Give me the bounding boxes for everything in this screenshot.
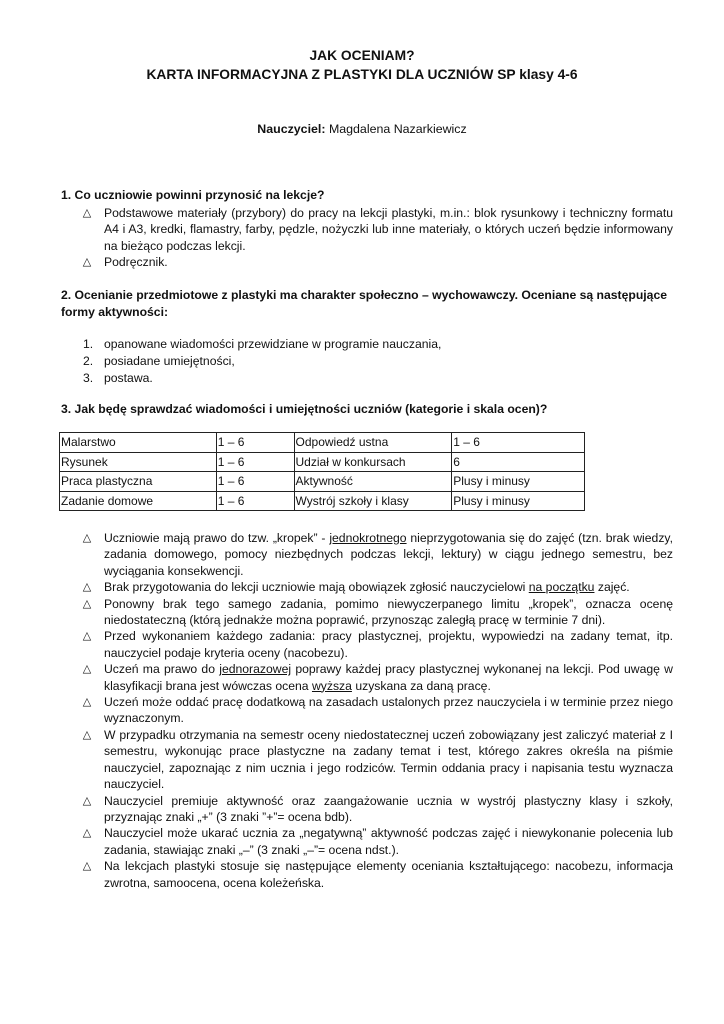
hollow-triangle-icon: △: [82, 794, 92, 807]
list-item: △ Nauczyciel premiuje aktywność oraz zaangażowanie ucznia w wystrój plastyczny klasy i szkoły, przyznając znaki „+” (3 znaki ”+”= ocena bdb).: [80, 793, 673, 826]
hollow-triangle-icon: △: [82, 256, 92, 269]
table-cell: 1 – 6: [216, 491, 294, 511]
teacher-name: Magdalena Nazarkiewicz: [328, 122, 467, 136]
list-item: 1. opanowane wiadomości przewidziane w programie nauczania,: [83, 337, 442, 351]
table-cell: 6: [452, 452, 585, 472]
table-cell: 1 – 6: [216, 472, 294, 492]
list-item: △ Podstawowe materiały (przybory) do pracy na lekcji plastyki, m.in.: blok rysunkowy i techniczny formatu A4 i A3, kredki, flamastry, farby, pędzle, nożyczki lub inne materiały, o których uczeń będzie informowany na bieżąco podczas lekcji.: [80, 205, 673, 254]
document-title: JAK OCENIAM?: [309, 48, 415, 63]
list-item: △ Ponowny brak tego samego zadania, pomimo niewyczerpanego limitu „kropek”, oznacza ocenę niedostateczną (którą jednakże można poprawić, przynosząc zaległą pracę w terminie 7 dni).: [80, 596, 673, 629]
list-item: △ Brak przygotowania do lekcji uczniowie mają obowiązek zgłosić nauczycielowi na początku zajęć.: [80, 579, 673, 595]
list-item: △ Przed wykonaniem każdego zadania: pracy plastycznej, projektu, wypowiedzi na zadany temat, itp. nauczyciel podaje kryteria oceny (nacobezu).: [80, 628, 673, 661]
section-1-list: [80, 205, 673, 271]
hollow-triangle-icon: △: [82, 597, 92, 610]
list-item: △ Podręcznik.: [80, 254, 673, 270]
table-cell: 1 – 6: [452, 433, 585, 453]
list-item: △ Uczeń ma prawo do jednorazowej poprawy każdej pracy plastycznej wykonanej na lekcji. Pod uwagę w klasyfikacji brana jest wówczas ocena wyższa uzyskana za daną pracę.: [80, 661, 673, 694]
table-cell: Plusy i minusy: [452, 491, 585, 511]
hollow-triangle-icon: △: [82, 860, 92, 873]
table-cell: 1 – 6: [216, 433, 294, 453]
hollow-triangle-icon: △: [82, 630, 92, 643]
table-cell: Zadanie domowe: [60, 491, 217, 511]
grading-table: [59, 432, 585, 511]
list-item: △ Uczeń może oddać pracę dodatkową na zasadach ustalonych przez nauczyciela i w terminie przez niego wyznaczonym.: [80, 694, 673, 727]
section-2-list: [80, 336, 640, 387]
table-cell: Aktywność: [294, 472, 452, 492]
document-subtitle: KARTA INFORMACYJNA Z PLASTYKI DLA UCZNIÓW SP klasy 4-6: [146, 67, 578, 82]
rules-list: [80, 530, 673, 891]
table-row: [60, 491, 585, 511]
table-row: [60, 433, 585, 453]
hollow-triangle-icon: △: [82, 728, 92, 741]
hollow-triangle-icon: △: [82, 696, 92, 709]
table-cell: Udział w konkursach: [294, 452, 452, 472]
list-item: △ Na lekcjach plastyki stosuje się następujące elementy oceniania kształtującego: nacobezu, informacja zwrotna, samoocena, ocena koleżeńska.: [80, 858, 673, 891]
table-row: [60, 472, 585, 492]
list-item: △ Nauczyciel może ukarać ucznia za „negatywną” aktywność podczas zajęć i niewykonanie polecenia lub zadania, stawiając znaki „–” (3 znaki „–”= ocena ndst.).: [80, 825, 673, 858]
section-2-heading: 2. Ocenianie przedmiotowe z plastyki ma charakter społeczno – wychowawczy. Oceniane są następujące formy aktywności:: [61, 288, 667, 319]
table-cell: Odpowiedź ustna: [294, 433, 452, 453]
list-item: △ W przypadku otrzymania na semestr oceny niedostatecznej uczeń zobowiązany jest zaliczyć materiał z I semestru, wykonując prace plastyczne na zadany temat i test, którego zakres określa na piśmie nauczyciel, zapoznając z nim ucznia i jego rodziców. Termin oddania pracy i napisania testu wyznacza nauczyciel.: [80, 727, 673, 793]
table-cell: Rysunek: [60, 452, 217, 472]
teacher-label: Nauczyciel:: [257, 122, 326, 136]
list-item: 2. posiadane umiejętności,: [83, 354, 235, 368]
hollow-triangle-icon: △: [82, 207, 92, 219]
list-item: △ Uczniowie mają prawo do tzw. „kropek” - jednokrotnego nieprzygotowania się do zajęć (tzn. brak wiedzy, zadania domowego, pomocy niezbędnych podczas lekcji, lektury) w ciągu jednego semestru, bez wyciągania konsekwencji.: [80, 530, 673, 579]
table-cell: 1 – 6: [216, 452, 294, 472]
table-cell: Plusy i minusy: [452, 472, 585, 492]
section-1-heading: 1. Co uczniowie powinni przynosić na lekcje?: [61, 188, 325, 202]
hollow-triangle-icon: △: [82, 532, 92, 544]
table-row: [60, 452, 585, 472]
table-cell: Praca plastyczna: [60, 472, 217, 492]
hollow-triangle-icon: △: [82, 827, 92, 840]
hollow-triangle-icon: △: [82, 663, 92, 676]
table-cell: Wystrój szkoły i klasy: [294, 491, 452, 511]
table-cell: Malarstwo: [60, 433, 217, 453]
teacher-line: [0, 122, 724, 136]
hollow-triangle-icon: △: [82, 581, 92, 594]
section-3-heading: 3. Jak będę sprawdzać wiadomości i umiejętności uczniów (kategorie i skala ocen)?: [61, 402, 548, 416]
list-item: 3. postawa.: [83, 371, 153, 385]
